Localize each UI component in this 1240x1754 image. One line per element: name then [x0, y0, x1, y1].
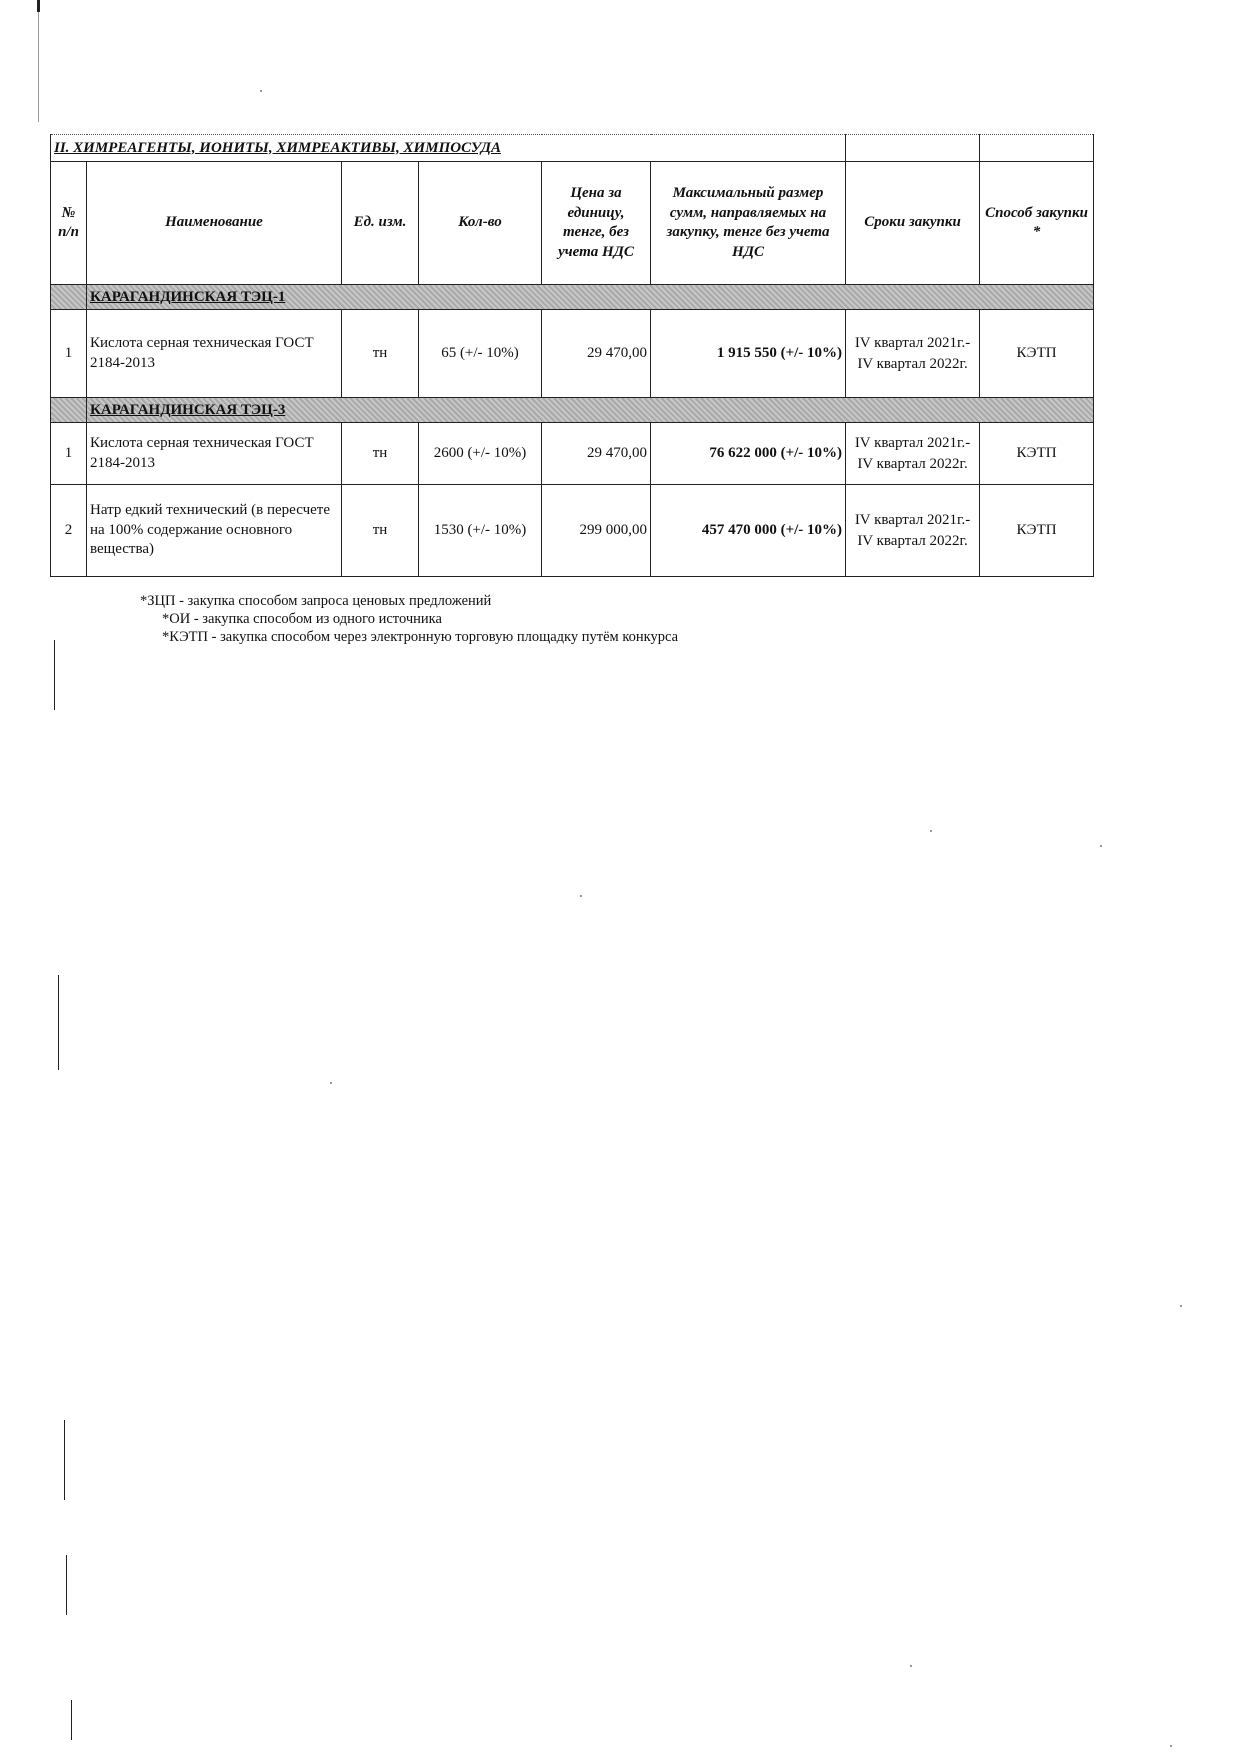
- item-price: 299 000,00: [542, 485, 651, 577]
- header-num: № п/п: [51, 162, 87, 285]
- section-row-empty-cell: [980, 135, 1094, 162]
- scan-speck: [1170, 1745, 1172, 1747]
- scan-margin-line-top: [37, 0, 40, 12]
- header-qty: Кол-во: [419, 162, 542, 285]
- scan-speck: [580, 895, 582, 897]
- item-price: 29 470,00: [542, 423, 651, 485]
- scan-speck: [330, 1082, 332, 1084]
- item-qty: 2600 (+/- 10%): [419, 423, 542, 485]
- item-unit: тн: [342, 423, 419, 485]
- item-qty: 65 (+/- 10%): [419, 310, 542, 398]
- group-row-num-cell: [51, 398, 87, 423]
- table-row: [51, 423, 1094, 485]
- item-price: 29 470,00: [542, 310, 651, 398]
- scan-margin-line: [64, 1420, 65, 1500]
- footnotes: [140, 592, 678, 646]
- group-row-num-cell: [51, 285, 87, 310]
- header-period: Сроки закупки: [846, 162, 980, 285]
- header-method: Способ закупки *: [980, 162, 1094, 285]
- scan-margin-line: [54, 640, 55, 710]
- item-method: КЭТП: [980, 423, 1094, 485]
- item-period: IV квартал 2021г.- IV квартал 2022г.: [846, 423, 980, 485]
- item-method: КЭТП: [980, 485, 1094, 577]
- scan-speck: [260, 90, 262, 92]
- scan-margin-line: [38, 12, 39, 122]
- header-price: Цена за единицу, тенге, без учета НДС: [542, 162, 651, 285]
- procurement-table: [50, 134, 1094, 577]
- table-header-row: [51, 162, 1094, 285]
- item-method: КЭТП: [980, 310, 1094, 398]
- scan-speck: [930, 830, 932, 832]
- section-title: II. ХИМРЕАГЕНТЫ, ИОНИТЫ, ХИМРЕАКТИВЫ, ХИМПОСУДА: [51, 135, 846, 162]
- scan-speck: [1180, 1305, 1182, 1307]
- item-total: 457 470 000 (+/- 10%): [651, 485, 846, 577]
- group-title: КАРАГАНДИНСКАЯ ТЭЦ-1: [87, 285, 1094, 310]
- group-title: КАРАГАНДИНСКАЯ ТЭЦ-3: [87, 398, 1094, 423]
- item-qty: 1530 (+/- 10%): [419, 485, 542, 577]
- scan-margin-line: [66, 1555, 67, 1615]
- header-unit: Ед. изм.: [342, 162, 419, 285]
- item-name: Кислота серная техническая ГОСТ 2184-2013: [87, 423, 342, 485]
- scan-speck: [910, 1665, 912, 1667]
- table-row: [51, 485, 1094, 577]
- table-row: [51, 310, 1094, 398]
- section-row-empty-cell: [846, 135, 980, 162]
- item-unit: тн: [342, 485, 419, 577]
- footnote-ketp: *КЭТП - закупка способом через электронную торговую площадку путём конкурса: [162, 629, 679, 645]
- scan-margin-line: [71, 1700, 72, 1740]
- header-total: Максимальный размер сумм, направляемых на закупку, тенге без учета НДС: [651, 162, 846, 285]
- item-period: IV квартал 2021г.- IV квартал 2022г.: [846, 485, 980, 577]
- group-row-tec3: [51, 398, 1094, 423]
- item-total: 1 915 550 (+/- 10%): [651, 310, 846, 398]
- item-num: 1: [51, 310, 87, 398]
- scan-speck: [1100, 845, 1102, 847]
- item-num: 1: [51, 423, 87, 485]
- header-name: Наименование: [87, 162, 342, 285]
- group-row-tec1: [51, 285, 1094, 310]
- footnote-zcp: *ЗЦП - закупка способом запроса ценовых предложений: [140, 593, 492, 609]
- section-title-row: [51, 135, 1094, 162]
- scan-margin-line: [58, 975, 59, 1070]
- item-unit: тн: [342, 310, 419, 398]
- item-name: Кислота серная техническая ГОСТ 2184-2013: [87, 310, 342, 398]
- item-period: IV квартал 2021г.- IV квартал 2022г.: [846, 310, 980, 398]
- item-name: Натр едкий технический (в пересчете на 100% содержание основного вещества): [87, 485, 342, 577]
- item-total: 76 622 000 (+/- 10%): [651, 423, 846, 485]
- item-num: 2: [51, 485, 87, 577]
- footnote-oi: *ОИ - закупка способом из одного источника: [162, 611, 442, 627]
